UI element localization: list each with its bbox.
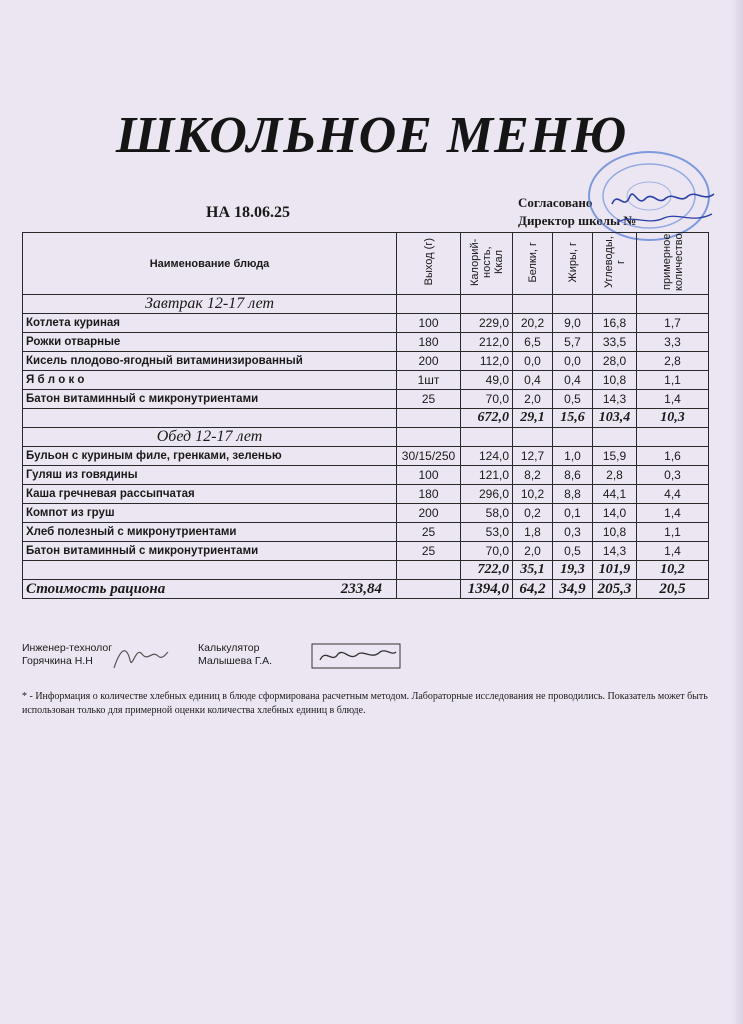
lunch-label: Обед 12-17 лет: [23, 428, 397, 447]
director-line: Директор школы №: [518, 213, 637, 228]
calculator-signature-icon: [310, 642, 402, 670]
director-signature-icon: [608, 184, 718, 230]
col-carbs-header: Углеводы, г: [593, 233, 637, 295]
page-title: ШКОЛЬНОЕ МЕНЮ: [115, 107, 628, 164]
cost-row: Стоимость рациона 233,84 1394,0 64,2 34,9 205,3 20,5: [23, 580, 709, 599]
technologist-name: Горячкина Н.Н: [22, 655, 93, 667]
table-row: Гуляш из говядины 100 121,0 8,2 8,6 2,8 0,3: [23, 466, 709, 485]
technologist-block: [22, 642, 112, 668]
table-row: Котлета куриная 100 229,0 20,2 9,0 16,8 1,7: [23, 314, 709, 333]
approval-line: Согласовано: [518, 195, 593, 210]
footnote: * - Информация о количестве хлебных единиц в блюде сформирована расчетным методом. Лабораторные исследования не проводились. Показатель может быть использован только для примерной оценки количества хлебных единиц в блюде.: [22, 691, 708, 716]
table-row: Каша гречневая рассыпчатая 180 296,0 10,2 8,8 44,1 4,4: [23, 485, 709, 504]
table-row: Рожки отварные 180 212,0 6,5 5,7 33,5 3,3: [23, 333, 709, 352]
breakfast-section: [23, 295, 709, 314]
table-row: Бульон с куриным филе, гренками, зеленью 30/15/250 124,0 12,7 1,0 15,9 1,6: [23, 447, 709, 466]
table-row: Батон витаминный с микронутриентами 25 70,0 2,0 0,5 14,3 1,4: [23, 390, 709, 409]
menu-table: [22, 232, 709, 599]
table-row: Компот из груш 200 58,0 0,2 0,1 14,0 1,4: [23, 504, 709, 523]
col-fat-header: Жиры, г: [553, 233, 593, 295]
col-yield-header: Выход (г): [397, 233, 461, 295]
col-calories-header: Калорий-ность, Ккал: [461, 233, 513, 295]
lunch-section: [23, 428, 709, 447]
cost-value: 233,84: [340, 580, 382, 597]
menu-date: НА 18.06.25: [206, 204, 290, 221]
calculator-block: [198, 642, 272, 668]
technologist-signature-icon: [110, 640, 170, 674]
col-protein-header: Белки, г: [513, 233, 553, 295]
table-row: Хлеб полезный с микронутриентами 25 53,0 1,8 0,3 10,8 1,1: [23, 523, 709, 542]
col-name-header: Наименование блюда: [23, 233, 397, 295]
table-row: Кисель плодово-ягодный витаминизированный 200 112,0 0,0 0,0 28,0 2,8: [23, 352, 709, 371]
calculator-name: Малышева Г.А.: [198, 655, 273, 667]
cost-label: Стоимость рациона: [26, 580, 166, 597]
breakfast-label: Завтрак 12-17 лет: [23, 295, 397, 314]
technologist-role: Инженер-технолог: [22, 642, 113, 654]
col-units-header: примерное количество: [637, 233, 709, 295]
table-row: Я б л о к о 1шт 49,0 0,4 0,4 10,8 1,1: [23, 371, 709, 390]
breakfast-total-row: 672,0 29,1 15,6 103,4 10,3: [23, 409, 709, 428]
lunch-total-row: 722,0 35,1 19,3 101,9 10,2: [23, 561, 709, 580]
table-row: Батон витаминный с микронутриентами 25 70,0 2,0 0,5 14,3 1,4: [23, 542, 709, 561]
calculator-role: Калькулятор: [198, 642, 260, 654]
